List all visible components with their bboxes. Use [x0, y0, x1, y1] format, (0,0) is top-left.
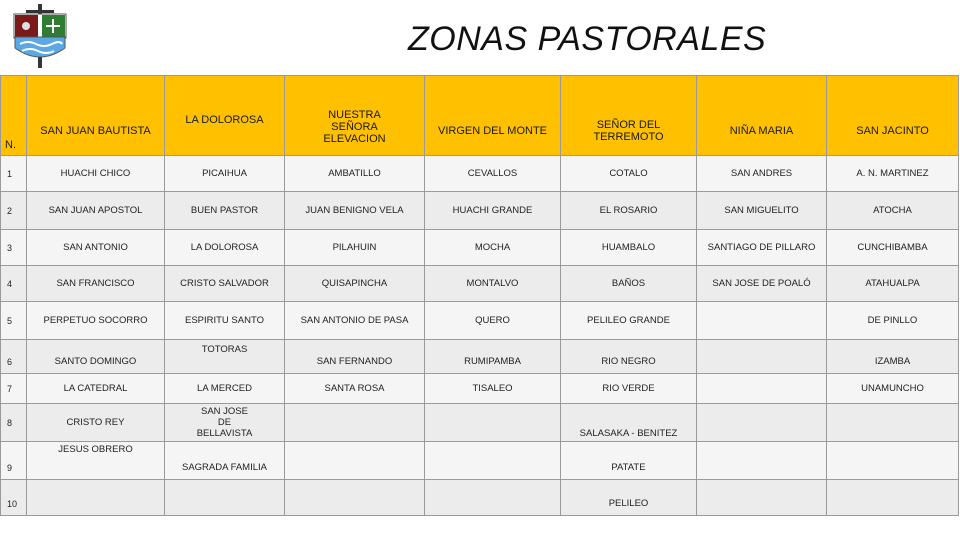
row-number: 8	[1, 404, 27, 442]
row-number: 6	[1, 340, 27, 374]
column-header-number: N.	[1, 76, 27, 156]
column-header-la-dolorosa: LA DOLOROSA	[165, 76, 285, 156]
table-cell: PILAHUIN	[285, 230, 425, 266]
table-cell: COTALO	[561, 156, 697, 192]
table-cell: PELILEO	[561, 480, 697, 516]
table-cell: SANTO DOMINGO	[27, 340, 165, 374]
table-cell: SAN FERNANDO	[285, 340, 425, 374]
table-cell	[285, 404, 425, 442]
row-number: 1	[1, 156, 27, 192]
table-cell: PELILEO GRANDE	[561, 302, 697, 340]
table-cell: A. N. MARTINEZ	[827, 156, 959, 192]
table-row	[1, 374, 959, 404]
table-cell: CUNCHIBAMBA	[827, 230, 959, 266]
table-cell: IZAMBA	[827, 340, 959, 374]
table-cell: CRISTO SALVADOR	[165, 266, 285, 302]
table-cell: SAN JOSE DE BELLAVISTA	[165, 404, 285, 442]
table-cell	[697, 404, 827, 442]
table-cell: JESUS OBRERO	[27, 442, 165, 480]
column-header-nina-maria: NIÑA MARIA	[697, 76, 827, 156]
table-cell: DE PINLLO	[827, 302, 959, 340]
row-number: 4	[1, 266, 27, 302]
table-row	[1, 156, 959, 192]
table-row	[1, 404, 959, 442]
table-cell: SALASAKA - BENITEZ	[561, 404, 697, 442]
table-cell	[827, 442, 959, 480]
table-cell: SAN ANTONIO DE PASA	[285, 302, 425, 340]
table-cell: UNAMUNCHO	[827, 374, 959, 404]
column-header-san-juan-bautista: SAN JUAN BAUTISTA	[27, 76, 165, 156]
table-cell: CEVALLOS	[425, 156, 561, 192]
table-cell: AMBATILLO	[285, 156, 425, 192]
table-cell: TISALEO	[425, 374, 561, 404]
table-cell	[27, 480, 165, 516]
table-cell: SAN JUAN APOSTOL	[27, 192, 165, 230]
row-number: 9	[1, 442, 27, 480]
table-cell	[425, 480, 561, 516]
table-cell: SANTIAGO DE PILLARO	[697, 230, 827, 266]
table-cell: SAGRADA FAMILIA	[165, 442, 285, 480]
table-cell: RUMIPAMBA	[425, 340, 561, 374]
table-cell: HUAMBALO	[561, 230, 697, 266]
table-cell: QUISAPINCHA	[285, 266, 425, 302]
table-cell: SAN ANTONIO	[27, 230, 165, 266]
table-cell: BUEN PASTOR	[165, 192, 285, 230]
table-row	[1, 302, 959, 340]
table-row	[1, 340, 959, 374]
table-cell: SAN FRANCISCO	[27, 266, 165, 302]
table-cell: SANTA ROSA	[285, 374, 425, 404]
table-cell: LA CATEDRAL	[27, 374, 165, 404]
table-cell	[697, 302, 827, 340]
table-row	[1, 442, 959, 480]
table-cell	[697, 442, 827, 480]
table-cell: TOTORAS	[165, 340, 285, 374]
table-cell: MONTALVO	[425, 266, 561, 302]
table-cell: PERPETUO SOCORRO	[27, 302, 165, 340]
table-row	[1, 480, 959, 516]
column-header-senor-del-terremoto: SEÑOR DEL TERREMOTO	[561, 76, 697, 156]
page-title: ZONAS PASTORALES	[408, 20, 767, 58]
table-cell	[425, 404, 561, 442]
table-cell	[697, 340, 827, 374]
table-row	[1, 192, 959, 230]
table-cell	[697, 480, 827, 516]
table-cell	[285, 480, 425, 516]
table-cell: JUAN BENIGNO VELA	[285, 192, 425, 230]
column-header-virgen-del-monte: VIRGEN DEL MONTE	[425, 76, 561, 156]
table-cell: RIO NEGRO	[561, 340, 697, 374]
table-cell: SAN ANDRES	[697, 156, 827, 192]
table-cell: EL ROSARIO	[561, 192, 697, 230]
row-number: 7	[1, 374, 27, 404]
table-cell: HUACHI GRANDE	[425, 192, 561, 230]
table-cell: SAN JOSE DE POALÓ	[697, 266, 827, 302]
table-cell: PATATE	[561, 442, 697, 480]
table-cell: BAÑOS	[561, 266, 697, 302]
table-row	[1, 266, 959, 302]
column-header-nuestra-senora-elevacion: NUESTRA SEÑORA ELEVACION	[285, 76, 425, 156]
table-cell: ATAHUALPA	[827, 266, 959, 302]
row-number: 5	[1, 302, 27, 340]
table-cell: LA DOLOROSA	[165, 230, 285, 266]
table-cell	[827, 404, 959, 442]
table-cell	[285, 442, 425, 480]
table-header-row	[1, 76, 959, 156]
row-number: 3	[1, 230, 27, 266]
column-header-san-jacinto: SAN JACINTO	[827, 76, 959, 156]
table-cell: CRISTO REY	[27, 404, 165, 442]
table-cell: PICAIHUA	[165, 156, 285, 192]
table-cell	[165, 480, 285, 516]
table-cell: MOCHA	[425, 230, 561, 266]
table-row	[1, 230, 959, 266]
table-cell: LA MERCED	[165, 374, 285, 404]
pastoral-zones-table	[0, 75, 959, 516]
row-number: 2	[1, 192, 27, 230]
row-number: 10	[1, 480, 27, 516]
table-cell	[827, 480, 959, 516]
table-cell: QUERO	[425, 302, 561, 340]
table-cell: ESPIRITU SANTO	[165, 302, 285, 340]
table-cell	[697, 374, 827, 404]
table-cell: SAN MIGUELITO	[697, 192, 827, 230]
table-cell: ATOCHA	[827, 192, 959, 230]
diocese-coat-of-arms-logo	[6, 4, 76, 68]
table-cell: RIO VERDE	[561, 374, 697, 404]
table-cell	[425, 442, 561, 480]
table-cell: HUACHI CHICO	[27, 156, 165, 192]
